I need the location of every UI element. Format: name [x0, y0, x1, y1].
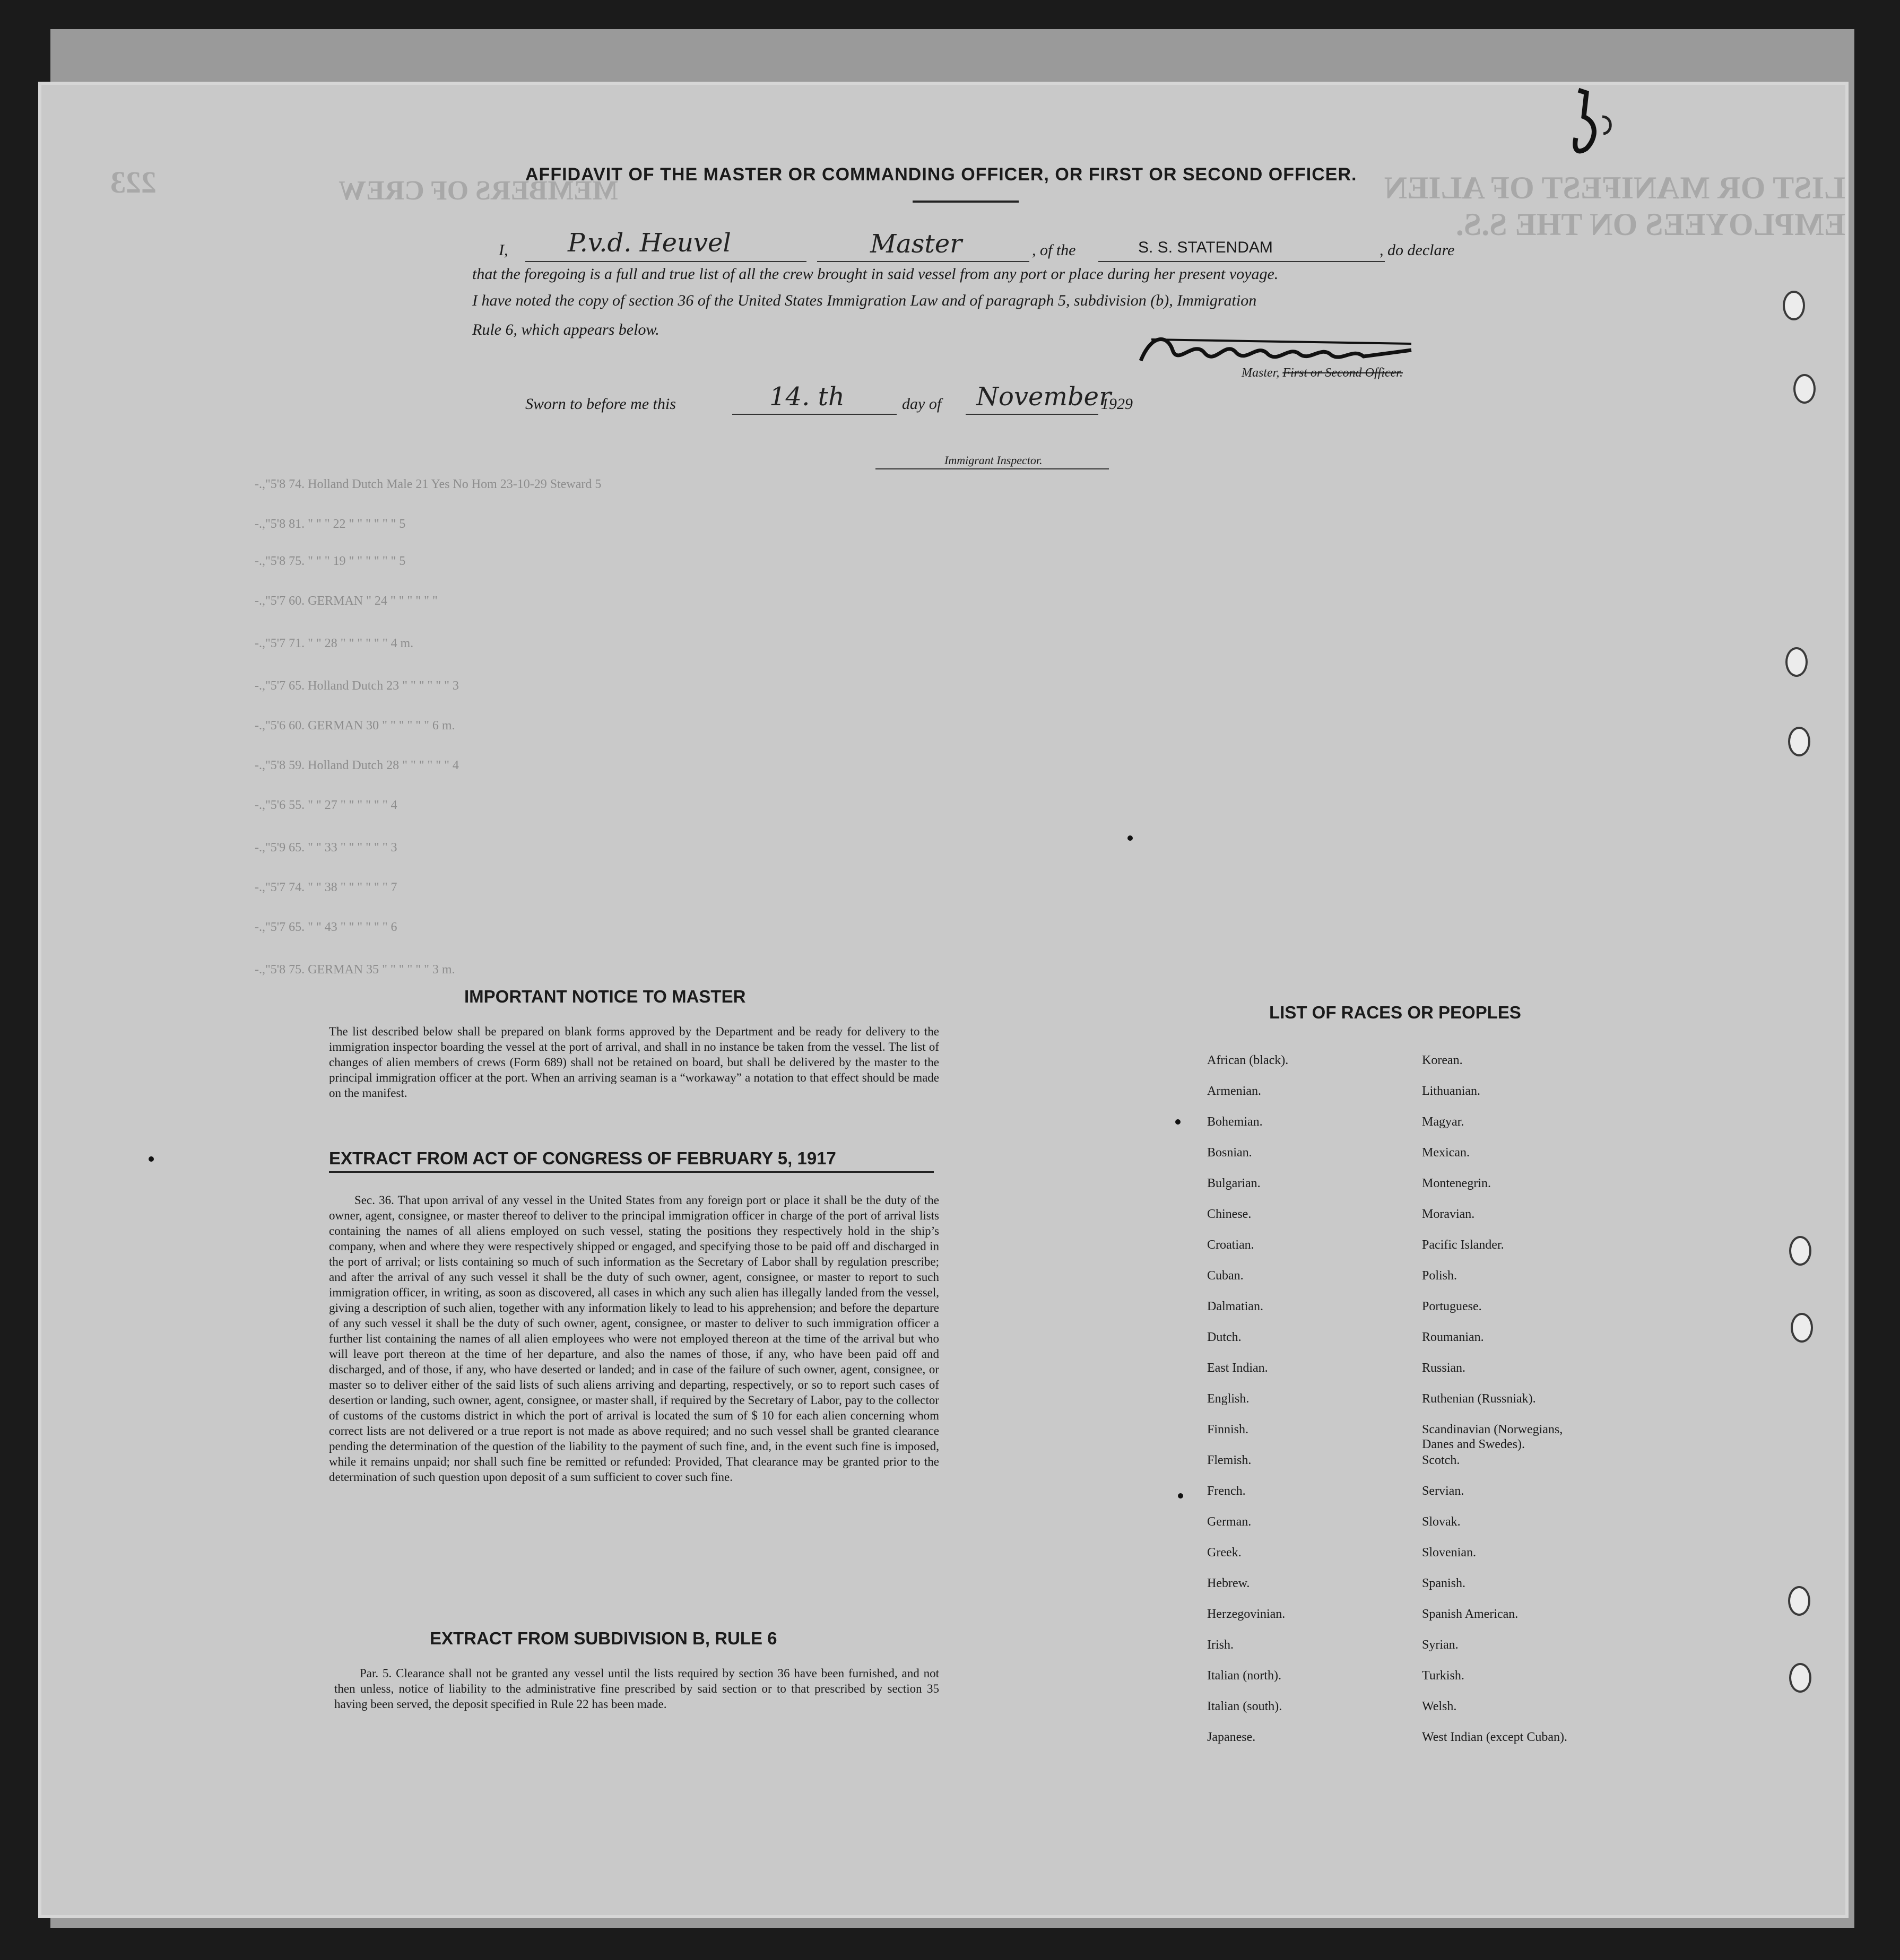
- race-item: Irish.: [1207, 1638, 1234, 1652]
- declarant-underline: [525, 261, 806, 262]
- bleed-through-page-number: 223: [110, 165, 157, 199]
- of-the-text: , of the: [1032, 241, 1076, 259]
- race-item: Mexican.: [1422, 1146, 1470, 1160]
- ink-mark: [1178, 1493, 1183, 1499]
- race-item: East Indian.: [1207, 1361, 1268, 1375]
- master-signature: [1135, 329, 1433, 371]
- race-item: Lithuanian.: [1422, 1084, 1480, 1098]
- important-notice-text: The list described below shall be prepared on blank forms approved by the Department and be ready for delivery to the immigration inspector boarding the vessel at the port of arrival, and shall in no instance be taken from the vessel. The list of changes of alien members of crews (Form 689) shall not be retained on board, but shall be delivered by the master to the principal immigration officer at the port. When an arriving seaman is a “workaway” a notation to that effect should be made on the manifest.: [329, 1025, 939, 1100]
- inspector-signature-line: [875, 468, 1109, 469]
- binder-hole: [1783, 291, 1805, 320]
- races-title: LIST OF RACES OR PEOPLES: [1269, 1003, 1521, 1022]
- bleed-through-heading-right: MEMBERS OF CREW: [339, 176, 618, 206]
- vessel-name: S. S. STATENDAM: [1138, 239, 1273, 256]
- race-item: French.: [1207, 1484, 1246, 1498]
- race-item: Finnish.: [1207, 1423, 1249, 1436]
- race-item: Korean.: [1422, 1053, 1463, 1067]
- race-item: Pacific Islander.: [1422, 1238, 1504, 1252]
- declaration-line-4: Rule 6, which appears below.: [472, 321, 660, 338]
- declarant-rank: Master: [870, 229, 962, 259]
- race-item: Russian.: [1422, 1361, 1466, 1375]
- binder-hole: [1793, 374, 1816, 404]
- title-rule: [913, 201, 1019, 203]
- bleed-through-row: -.,"5'8 75. " " " 19 " " " " " " 5: [255, 554, 406, 568]
- race-item: Scandinavian (Norwegians, Danes and Swedes).: [1422, 1423, 1563, 1451]
- race-item: Portuguese.: [1422, 1300, 1482, 1313]
- race-item: Slovenian.: [1422, 1546, 1476, 1560]
- signature-role-struck: First or Second Officer.: [1282, 366, 1403, 380]
- race-item: Bosnian.: [1207, 1146, 1252, 1160]
- race-item: Moravian.: [1422, 1207, 1475, 1221]
- race-item: Syrian.: [1422, 1638, 1459, 1652]
- binder-hole: [1791, 1313, 1813, 1343]
- race-item: Scotch.: [1422, 1453, 1460, 1467]
- race-item: Cuban.: [1207, 1269, 1244, 1283]
- ink-mark: [149, 1156, 154, 1162]
- bleed-through-row: -.,"5'6 55. " " 27 " " " " " " 4: [255, 798, 397, 812]
- day-of-text: day of: [902, 395, 942, 413]
- binder-hole: [1788, 1586, 1810, 1616]
- race-item: Italian (north).: [1207, 1669, 1281, 1683]
- race-item: Spanish American.: [1422, 1607, 1519, 1621]
- race-item: Ruthenian (Russniak).: [1422, 1392, 1536, 1406]
- affidavit-title: AFFIDAVIT OF THE MASTER OR COMMANDING OFFICER, OR FIRST OR SECOND OFFICER.: [525, 164, 1357, 185]
- race-item: Magyar.: [1422, 1115, 1464, 1129]
- act-extract-title: EXTRACT FROM ACT OF CONGRESS OF FEBRUARY 5, 1917: [329, 1148, 836, 1168]
- race-item: Bulgarian.: [1207, 1177, 1261, 1190]
- inspector-label: Immigrant Inspector.: [944, 454, 1043, 467]
- sworn-day: 14. th: [769, 382, 845, 412]
- race-item: Japanese.: [1207, 1730, 1256, 1744]
- race-item: Dalmatian.: [1207, 1300, 1263, 1313]
- race-item: Welsh.: [1422, 1700, 1457, 1713]
- binder-hole: [1785, 647, 1808, 677]
- declaration-line-3: I have noted the copy of section 36 of the United States Immigration Law and of paragraph 5, subdivision (b), Immigration: [472, 292, 1257, 309]
- vessel-underline: [1098, 261, 1385, 262]
- signature-role: [1242, 366, 1403, 380]
- race-item: Armenian.: [1207, 1084, 1261, 1098]
- race-item: African (black).: [1207, 1053, 1289, 1067]
- race-item: Herzegovinian.: [1207, 1607, 1286, 1621]
- bleed-through-row: -.,"5'8 74. Holland Dutch Male 21 Yes No Hom 23-10-29 Steward 5: [255, 477, 602, 491]
- act-title-rule: [329, 1171, 934, 1173]
- month-underline: [966, 414, 1098, 415]
- bleed-through-row: -.,"5'8 75. GERMAN 35 " " " " " " 3 m.: [255, 963, 455, 977]
- ink-mark: [1127, 835, 1133, 841]
- races-column-1: [1207, 1053, 1288, 1761]
- binder-hole: [1788, 727, 1810, 756]
- bleed-through-row: -.,"5'7 74. " " 38 " " " " " " 7: [255, 881, 397, 894]
- important-notice-title: IMPORTANT NOTICE TO MASTER: [464, 987, 746, 1006]
- binder-hole: [1789, 1663, 1811, 1693]
- bleed-through-row: -.,"5'7 65. Holland Dutch 23 " " " " " " 3: [255, 679, 459, 693]
- day-underline: [732, 414, 897, 415]
- act-extract-text: Sec. 36. That upon arrival of any vessel in the United States from any foreign port or place it shall be the duty of the owner, agent, consignee, or master thereof to deliver to the principal immigration officer in charge of the port of arrival lists containing the names of all aliens employed on such vessel, stating the positions they respectively hold in the ship’s company, when and where they were respectively shipped or engaged, and specifying those to be paid off and discharged in the port of arrival; or lists containing so much of such information as the Secretary of Labor shall by regulation prescribe; and after the arrival of any such vessel it shall be the duty of such owner, agent, consignee, or master to report to such immigration officer, in writing, as soon as discovered, all cases in which any such alien has illegally landed from the vessel, giving a description of such alien, together with any information likely to lead to his apprehension; and before the departure of any such vessel it shall be the duty of such owner, agent, consignee, or master to deliver to such immigration officer a further list containing the names of all alien employees who were not employed thereon at the time of the arrival but who will leave port thereon at the time of her departure, and also the names of those, if any, who have been paid off and discharged, and of those, if any, who have deserted or landed; and in case of the failure of such owner, agent, consignee, or master so to deliver either of the said lists of such aliens arriving and departing, respectively, or so to report such cases of desertion or landing, such owner, agent, consignee, or master shall, if required by the Secretary of Labor, pay to the collector of customs of the customs district in which the port of arrival is located the sum of $ 10 for each alien concerning whom correct lists are not delivered or a true report is not made as above required; and no such vessel shall be granted clearance pending the determination of the question of the liability to the payment of such fine, and, in the event such fine is imposed, while it remains unpaid; nor shall such fine be remitted or refunded: Provided, That clearance may be granted prior to the determination of such question upon deposit of a sum sufficient to cover such fine.: [329, 1194, 939, 1484]
- bleed-through-row: -.,"5'7 65. " " 43 " " " " " " 6: [255, 920, 397, 934]
- rule-extract-title: EXTRACT FROM SUBDIVISION B, RULE 6: [430, 1628, 777, 1648]
- declaration-line-2: that the foregoing is a full and true list of all the crew brought in said vessel from any port or place during her present voyage.: [472, 265, 1279, 283]
- sworn-year: 1929: [1101, 395, 1133, 413]
- race-item: English.: [1207, 1392, 1250, 1406]
- races-column-2: [1422, 1053, 1567, 1761]
- race-item: Montenegrin.: [1422, 1177, 1491, 1190]
- race-item: Servian.: [1422, 1484, 1464, 1498]
- race-item: Roumanian.: [1422, 1330, 1484, 1344]
- declarant-name: P.v.d. Heuvel: [568, 228, 731, 258]
- pen-mark: [1555, 85, 1613, 164]
- rank-underline: [817, 261, 1029, 262]
- race-item: Chinese.: [1207, 1207, 1252, 1221]
- bleed-through-row: -.,"5'9 65. " " 33 " " " " " " 3: [255, 841, 397, 855]
- race-item: Hebrew.: [1207, 1576, 1250, 1590]
- ink-mark: [1175, 1119, 1181, 1125]
- bleed-through-row: -.,"5'8 59. Holland Dutch 28 " " " " " " 4: [255, 759, 459, 772]
- race-item: Flemish.: [1207, 1453, 1252, 1467]
- race-item: Spanish.: [1422, 1576, 1466, 1590]
- sworn-prefix: Sworn to before me this: [525, 395, 676, 413]
- bleed-through-row: -.,"5'7 71. " " 28 " " " " " " 4 m.: [255, 637, 414, 650]
- manifest-page: [41, 85, 1845, 1915]
- declaration-prefix: I,: [499, 241, 508, 259]
- sworn-month: November: [976, 382, 1112, 412]
- race-item: West Indian (except Cuban).: [1422, 1730, 1567, 1744]
- bleed-through-row: -.,"5'7 60. GERMAN " 24 " " " " " ": [255, 594, 438, 608]
- do-declare-text: , do declare: [1380, 241, 1455, 259]
- race-item: Dutch.: [1207, 1330, 1242, 1344]
- signature-role-master: Master,: [1242, 366, 1280, 380]
- race-item: Turkish.: [1422, 1669, 1464, 1683]
- race-item: Greek.: [1207, 1546, 1242, 1560]
- race-item: Croatian.: [1207, 1238, 1254, 1252]
- race-item: Italian (south).: [1207, 1700, 1282, 1713]
- race-item: German.: [1207, 1515, 1252, 1529]
- bleed-through-row: -.,"5'6 60. GERMAN 30 " " " " " " 6 m.: [255, 719, 455, 733]
- race-item: Polish.: [1422, 1269, 1457, 1283]
- binder-hole: [1789, 1236, 1811, 1266]
- bleed-through-row: -.,"5'8 81. " " " 22 " " " " " " 5: [255, 517, 406, 531]
- race-item: Bohemian.: [1207, 1115, 1263, 1129]
- rule-extract-text: Par. 5. Clearance shall not be granted any vessel until the lists required by section 36 have been furnished, and not then unless, notice of liability to the administrative fine prescribed by said section or to that prescribed by section 35 having been served, the deposit specified in Rule 22 has been made.: [334, 1667, 939, 1711]
- race-item: Slovak.: [1422, 1515, 1461, 1529]
- bleed-through-heading: LIST OR MANIFEST OF ALIEN EMPLOYEES ON THE S.S.: [1384, 170, 1845, 242]
